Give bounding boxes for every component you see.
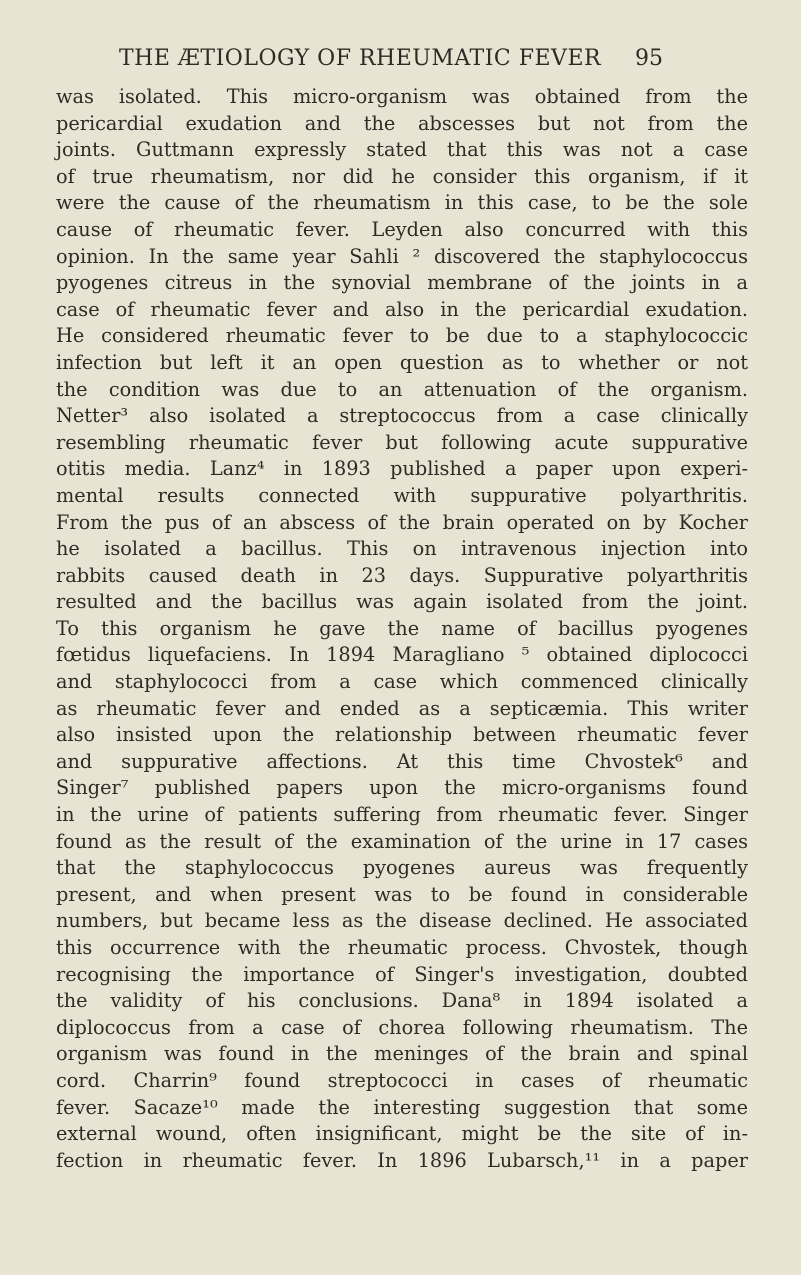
text-line: He considered rheumatic fever to be due to a staphylococcic	[56, 324, 748, 348]
text-line: case of rheumatic fever and also in the pericardial exudation.	[56, 297, 748, 321]
text-line: opinion. In the same year Sahli ² discovered the staphylococcus	[56, 244, 748, 268]
text-line: of true rheumatism, nor did he consider this organism, if it	[56, 164, 748, 188]
text-line: external wound, often insignificant, might be the site of in-	[56, 1122, 748, 1146]
text-line: Netter³ also isolated a streptococcus from a case clinically	[56, 404, 748, 428]
text-line: were the cause of the rheumatism in this case, to be the sole	[56, 191, 748, 215]
text-line: and suppurative affections. At this time Chvostek⁶ and	[56, 749, 748, 773]
text-line: this occurrence with the rheumatic process. Chvostek, though	[56, 936, 748, 959]
text-line: was isolated. This micro-organism was obtained from the	[56, 85, 748, 108]
text-line: infection but left it an open question as to whether or not	[56, 350, 748, 374]
text-line: present, and when present was to be found in considerable	[56, 882, 748, 906]
text-line: Singer⁷ published papers upon the micro-organisms found	[56, 776, 748, 800]
text-line: also insisted upon the relationship between rheumatic fever	[56, 723, 748, 747]
text-line: fever. Sacaze¹⁰ made the interesting suggestion that some	[56, 1095, 748, 1119]
text-line: the condition was due to an attenuation of the organism.	[56, 377, 748, 401]
text-line: numbers, but became less as the disease declined. He associated	[56, 909, 748, 933]
text-line: mental results connected with suppurative polyarthritis.	[56, 483, 748, 507]
body-text	[56, 84, 748, 1174]
text-line: recognising the importance of Singer's investigation, doubted	[56, 962, 748, 986]
text-line: in the urine of patients suffering from rheumatic fever. Singer	[56, 803, 748, 827]
text-line: and staphylococci from a case which commenced clinically	[56, 670, 748, 694]
text-line: found as the result of the examination of the urine in 17 cases	[56, 829, 748, 853]
text-line: cause of rheumatic fever. Leyden also concurred with this	[56, 217, 748, 241]
text-line: as rheumatic fever and ended as a septicæmia. This writer	[56, 696, 748, 720]
page-number: 95	[635, 46, 663, 71]
text-line: rabbits caused death in 23 days. Suppurative polyarthritis	[56, 563, 748, 587]
page-header	[0, 46, 801, 80]
text-line: he isolated a bacillus. This on intravenous injection into	[56, 537, 748, 561]
text-line: fœtidus liquefaciens. In 1894 Maragliano ⁵ obtained diplococci	[56, 643, 748, 667]
running-head: THE ÆTIOLOGY OF RHEUMATIC FEVER	[119, 46, 602, 71]
text-line: the validity of his conclusions. Dana⁸ in 1894 isolated a	[56, 989, 748, 1013]
text-line: pyogenes citreus in the synovial membrane of the joints in a	[56, 271, 748, 295]
text-line: cord. Charrin⁹ found streptococci in cases of rheumatic	[56, 1068, 748, 1092]
text-line: resulted and the bacillus was again isolated from the joint.	[56, 590, 748, 614]
text-line: that the staphylococcus pyogenes aureus was frequently	[56, 856, 748, 880]
text-line: pericardial exudation and the abscesses but not from the	[56, 111, 748, 135]
text-line: joints. Guttmann expressly stated that this was not a case	[56, 138, 748, 162]
text-line: To this organism he gave the name of bacillus pyogenes	[56, 616, 748, 640]
text-line: resembling rheumatic fever but following acute suppurative	[56, 430, 748, 454]
text-line: From the pus of an abscess of the brain operated on by Kocher	[56, 510, 748, 534]
text-line: otitis media. Lanz⁴ in 1893 published a paper upon experi-	[56, 457, 748, 481]
text-line: diplococcus from a case of chorea following rheumatism. The	[56, 1015, 748, 1039]
text-line: organism was found in the meninges of the brain and spinal	[56, 1042, 748, 1066]
text-line: fection in rheumatic fever. In 1896 Lubarsch,¹¹ in a paper	[56, 1148, 748, 1172]
